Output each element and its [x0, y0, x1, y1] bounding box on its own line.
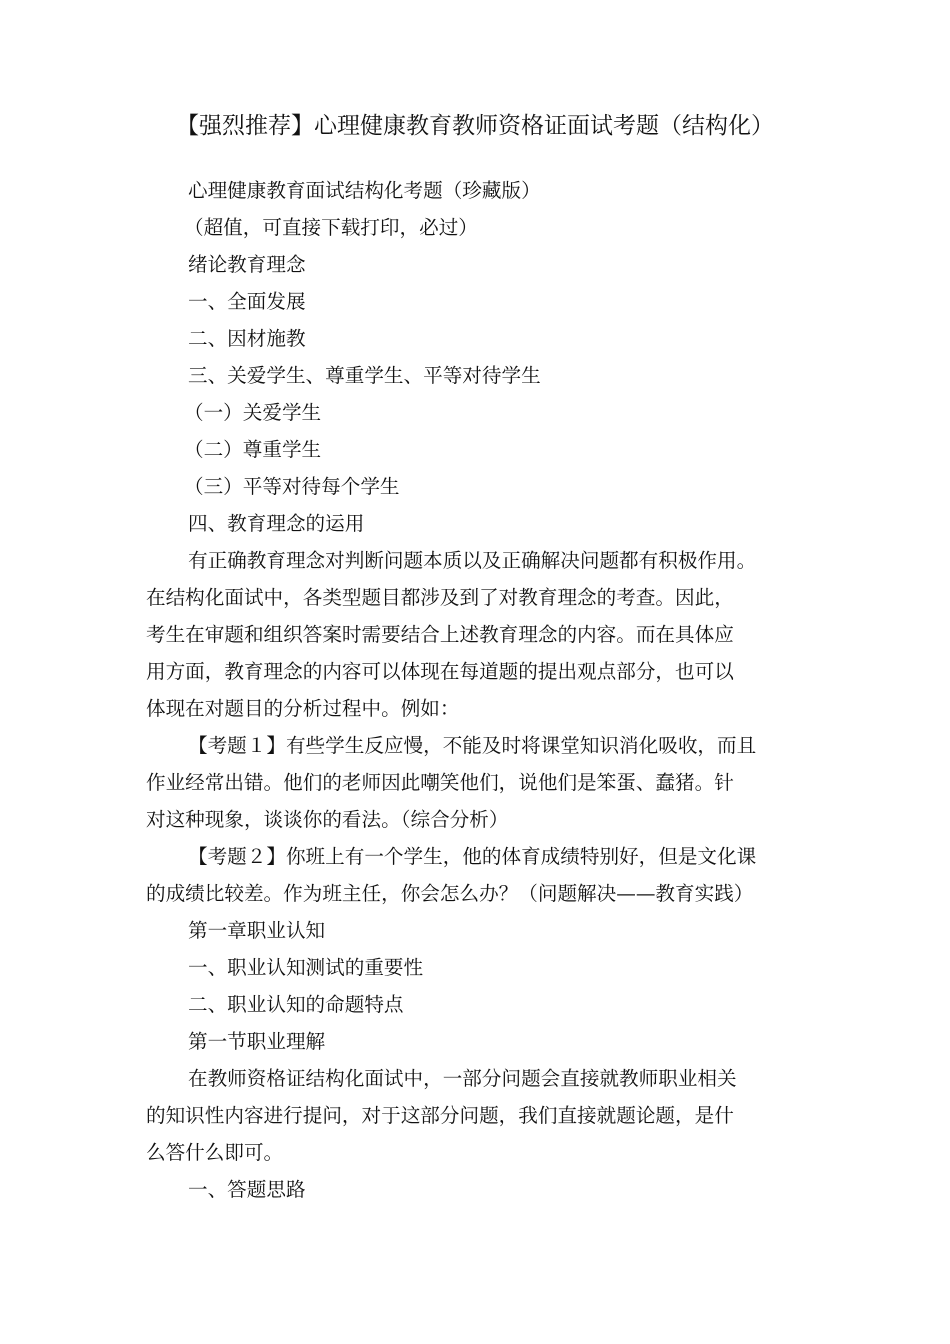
paragraph-line: 有正确教育理念对判断问题本质以及正确解决问题都有积极作用。 [188, 549, 757, 572]
paragraph-line: 用方面，教育理念的内容可以体现在每道题的提出观点部分，也可以 [146, 660, 734, 683]
list-item: 二、职业认知的命题特点 [188, 993, 404, 1016]
list-item: 一、答题思路 [188, 1178, 306, 1201]
paragraph-line: 在教师资格证结构化面试中，一部分问题会直接就教师职业相关 [188, 1067, 737, 1090]
document-title: 【强烈推荐】心理健康教育教师资格证面试考题（结构化） [176, 113, 774, 139]
list-item: 二、因材施教 [188, 327, 306, 350]
section-heading: 第一节职业理解 [188, 1030, 326, 1053]
question-line: 的成绩比较差。作为班主任，你会怎么办？（问题解决——教育实践） [146, 882, 754, 905]
list-item: 一、职业认知测试的重要性 [188, 956, 424, 979]
paragraph-line: 在结构化面试中，各类型题目都涉及到了对教育理念的考查。因此， [146, 586, 734, 609]
list-item: 三、关爱学生、尊重学生、平等对待学生 [188, 364, 541, 387]
note-line: （超值，可直接下载打印，必过） [184, 216, 478, 239]
section-heading: 绪论教育理念 [188, 253, 306, 276]
chapter-heading: 第一章职业认知 [188, 919, 326, 942]
list-item: 四、教育理念的运用 [188, 512, 365, 535]
document-body [146, 172, 822, 1208]
paragraph-line: 的知识性内容进行提问，对于这部分问题，我们直接就题论题，是什 [146, 1104, 734, 1127]
sub-list-item: （一）关爱学生 [184, 401, 322, 424]
paragraph-line: 体现在对题目的分析过程中。例如： [146, 697, 460, 720]
question-line: 作业经常出错。他们的老师因此嘲笑他们，说他们是笨蛋、蠢猪。针 [146, 771, 734, 794]
list-item: 一、全面发展 [188, 290, 306, 313]
question-line: 【考题２】你班上有一个学生，他的体育成绩特别好，但是文化课 [188, 845, 757, 868]
subtitle-line: 心理健康教育面试结构化考题（珍藏版） [188, 179, 541, 202]
paragraph-line: 考生在审题和组织答案时需要结合上述教育理念的内容。而在具体应 [146, 623, 734, 646]
question-line: 【考题１】有些学生反应慢，不能及时将课堂知识消化吸收，而且 [188, 734, 757, 757]
paragraph-line: 么答什么即可。 [146, 1141, 284, 1164]
sub-list-item: （三）平等对待每个学生 [184, 475, 400, 498]
sub-list-item: （二）尊重学生 [184, 438, 322, 461]
question-line: 对这种现象，谈谈你的看法。（综合分析） [146, 808, 509, 831]
